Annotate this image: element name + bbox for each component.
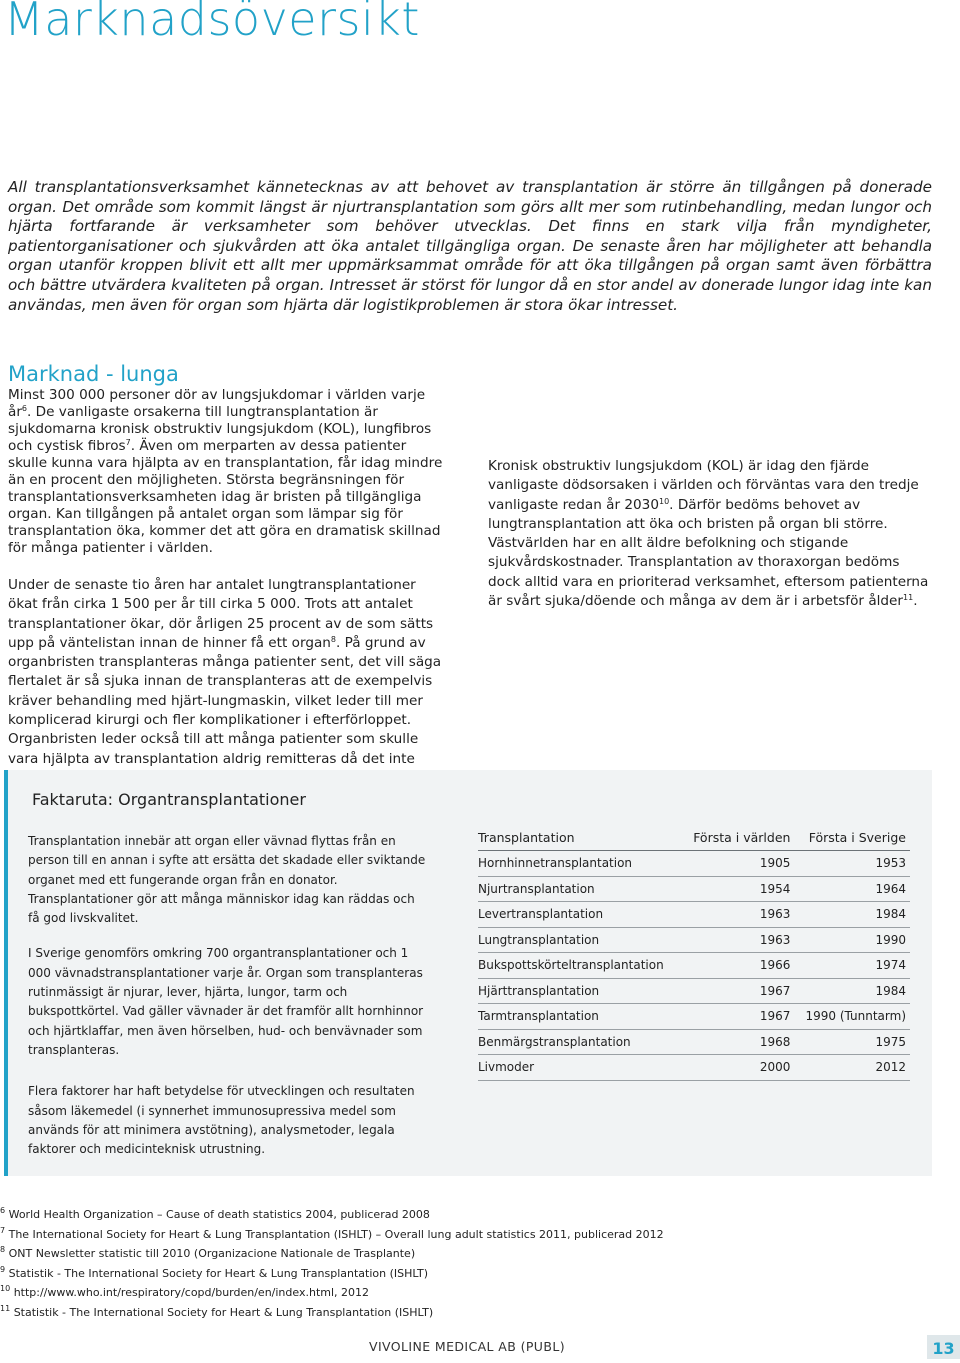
table-row [478,953,910,979]
lung-p3-text-b: . Därför bedöms behovet av lungtransplantation att öka och bristen på organ bli större. Västvärlden har en allt äldre befolkning och stigande sjukvårdskostnader. Transplantation av thoraxorgan bedöms dock alltid vara en prioriterad verksamhet, eftersom patienterna är svårt sjuka/döende och många av dem är i arbetsför ålder [488,496,929,610]
lung-p1-text-c: . Även om merparten av dessa patienter skulle kunna vara hjälpta av en transplantation, får idag mindre än en procent den möjligheten. Största begränsningen för transplantationsverksamheten idag är bristen på tillgängliga organ. Kan tillgången på antalet organ som lämpar sig för transplantation öka, kommer det att göra en dramatisk skillnad för många patienter i världen. [8,438,443,556]
page-title: Marknadsöversikt [4,0,420,46]
factbox-text [28,832,428,1175]
cell-first-world: 1963 [664,902,791,928]
footnote-number: 10 [0,1284,11,1294]
footnote-text: http://www.who.int/respiratory/copd/burden/en/index.html, 2012 [13,1286,370,1300]
cell-first-sweden: 1990 [790,927,910,953]
footnote-number: 11 [0,1303,11,1313]
cell-first-world: 1905 [664,851,791,877]
cell-first-sweden: 1984 [790,902,910,928]
footnote-text: Statistik - The International Society for Heart & Lung Transplantation (ISHLT) [13,1305,434,1319]
cell-first-world: 1966 [664,953,791,979]
cell-first-world: 1967 [664,978,791,1004]
footnotes [0,1205,700,1323]
cell-first-world: 1967 [664,1004,791,1030]
cell-transplantation: Tarmtransplantation [478,1004,664,1030]
lung-p1-text-b: . De vanligaste orsakerna till lungtransplantation är sjukdomarna kronisk obstruktiv lungsjukdom (KOL), lungfibros och cystisk fibros [8,404,432,454]
cell-transplantation: Njurtransplantation [478,876,664,902]
cell-transplantation: Lungtransplantation [478,927,664,953]
transplantation-table [478,824,910,1081]
footnote-number: 7 [0,1225,6,1235]
cell-transplantation: Hornhinnetransplantation [478,851,664,877]
cell-first-sweden: 1984 [790,978,910,1004]
factbox-paragraph-1: Transplantation innebär att organ eller vävnad flyttas från en person till en annan i syfte att ersätta det skadade eller sviktande organet med ett fungerande organ från en donator. Transplantationer gör att många människor idag kan räddas och få god livskvalitet. [28,834,426,926]
footnote [0,1205,700,1225]
footnote-text: The International Society for Heart & Lung Transplantation (ISHLT) – Overall lung adult statistics 2011, publicerad 2012 [8,1227,664,1241]
footnote-text: ONT Newsletter statistic till 2010 (Organizacione Nationale de Trasplante) [8,1247,416,1261]
table-row [478,851,910,877]
lung-p3-text-a: Kronisk obstruktiv lungsjukdom (KOL) är idag den fjärde vanligaste dödsorsaken i världen och förväntas vara den tredje vanligaste redan år 2030 [488,458,919,513]
cell-transplantation: Levertransplantation [478,902,664,928]
page-number: 13 [927,1335,960,1359]
footnote [0,1225,700,1245]
cell-transplantation: Livmoder [478,1055,664,1081]
footnote-ref-8: 8 [330,634,336,644]
cell-first-world: 1954 [664,876,791,902]
cell-transplantation: Benmärgstransplantation [478,1029,664,1055]
footnote-ref-7: 7 [125,438,131,447]
footnote-number: 9 [0,1264,6,1274]
footnote [0,1303,700,1323]
column-header-first-world: Första i världen [664,824,791,851]
column-header-transplantation: Transplantation [478,824,664,851]
cell-first-sweden: 1964 [790,876,910,902]
cell-transplantation: Bukspottskörteltransplantation [478,953,664,979]
cell-first-sweden: 1974 [790,953,910,979]
column-header-first-sweden: Första i Sverige [790,824,910,851]
footnote-ref-10: 10 [658,496,670,506]
table-row [478,1004,910,1030]
footnote-ref-11: 11 [903,593,914,603]
cell-first-world: 2000 [664,1055,791,1081]
factbox-paragraph-2: I Sverige genomförs omkring 700 organtransplantationer och 1 000 vävnadstransplantationer varje år. Organ som transplanteras rutinmässigt är njurar, lever, hjärta, lungor, tarm och bukspottkörtel. Vad gäller vävnader är det framför allt hornhinnor och hjärtklaffar, men även hörselben, hud- och benvävnader som transplanteras. [28,946,424,1057]
cell-first-sweden: 1990 (Tunntarm) [790,1004,910,1030]
cell-first-sweden: 1975 [790,1029,910,1055]
table-row [478,902,910,928]
footnote-number: 8 [0,1245,6,1255]
footnote [0,1264,700,1284]
footnote-text: Statistik - The International Society for Heart & Lung Transplantation (ISHLT) [8,1266,429,1280]
footer-company-name: VIVOLINE MEDICAL AB (PUBL) [369,1339,565,1354]
footnote [0,1244,700,1264]
lung-p3-text-c: . [913,593,918,610]
lung-paragraph-1 [8,387,448,557]
footnote-number: 6 [0,1206,6,1215]
cell-first-world: 1963 [664,927,791,953]
factbox [4,770,932,1176]
footnote-text: World Health Organization – Cause of death statistics 2004, publicerad 2008 [8,1208,430,1221]
lung-p2-text-b: . På grund av organbristen transplanteras många patienter sent, det vill säga flertalet är så sjuka innan de transplanteras att de exempelvis kräver behandling med hjärt-lungmaskin, vilket leder till mer komplicerad kirurgi och fler komplikationer i efterförloppet. Organbristen leder också till att många patienter som skulle vara hjälpta av transplantation aldrig remitteras då det inte [8,634,442,767]
lung-p1-text-a: Minst 300 000 personer dör av lungsjukdomar i världen varje år [8,387,426,420]
table-row [478,1029,910,1055]
lung-p2-text-a: Under de senaste tio åren har antalet lungtransplantationer ökat från cirka 1 500 per år till cirka 5 000. Trots att antalet transplantationer ökar, dör årligen 25 procent av de som sätts upp på väntelistan innan de hinner få ett organ [8,577,434,651]
table-row [478,978,910,1004]
footnote [0,1283,700,1303]
table-row [478,927,910,953]
cell-first-world: 1968 [664,1029,791,1055]
intro-paragraph: All transplantationsverksamhet kännetecknas av att behovet av transplantation är större än tillgången på donerade organ. Det område som kommit längst är njurtransplantation som görs allt mer som rutinbehandling, medan lungor och hjärta fortfarande är verksamheter som behöver utvecklas. Det finns en stark vilja från myndigheter, patientorganisationer och sjukvården att öka antalet tillgängliga organ. De senaste åren har möjligheter att behandla organ utanför kroppen blivit ett allt mer uppmärksammat område för att öka tillgången på organ samt även förbättra och bättre utvärdera kvaliteten på organ. Intresset är störst för lungor då en stor andel av donerade lungor idag inte kan användas, men även för organ som hjärta där logistikproblemen är stora ökar intresset. [8,178,932,314]
lung-paragraph-3 [488,457,932,611]
table-header-row [478,824,910,851]
section-heading-lung: Marknad - lunga [8,362,179,386]
factbox-title: Faktaruta: Organtransplantationer [32,790,306,809]
footnote-ref-6: 6 [21,404,28,413]
cell-first-sweden: 2012 [790,1055,910,1081]
table-row [478,876,910,902]
cell-first-sweden: 1953 [790,851,910,877]
table-row [478,1055,910,1081]
right-column [488,379,932,611]
factbox-paragraph-3: Flera faktorer har haft betydelse för utvecklingen och resultaten såsom läkemedel (i synnerhet immunosupressiva medel som används för att minimera avstötning), analysmetoder, legala faktorer och medicinteknisk utrustning. [28,1084,415,1157]
cell-transplantation: Hjärttransplantation [478,978,664,1004]
